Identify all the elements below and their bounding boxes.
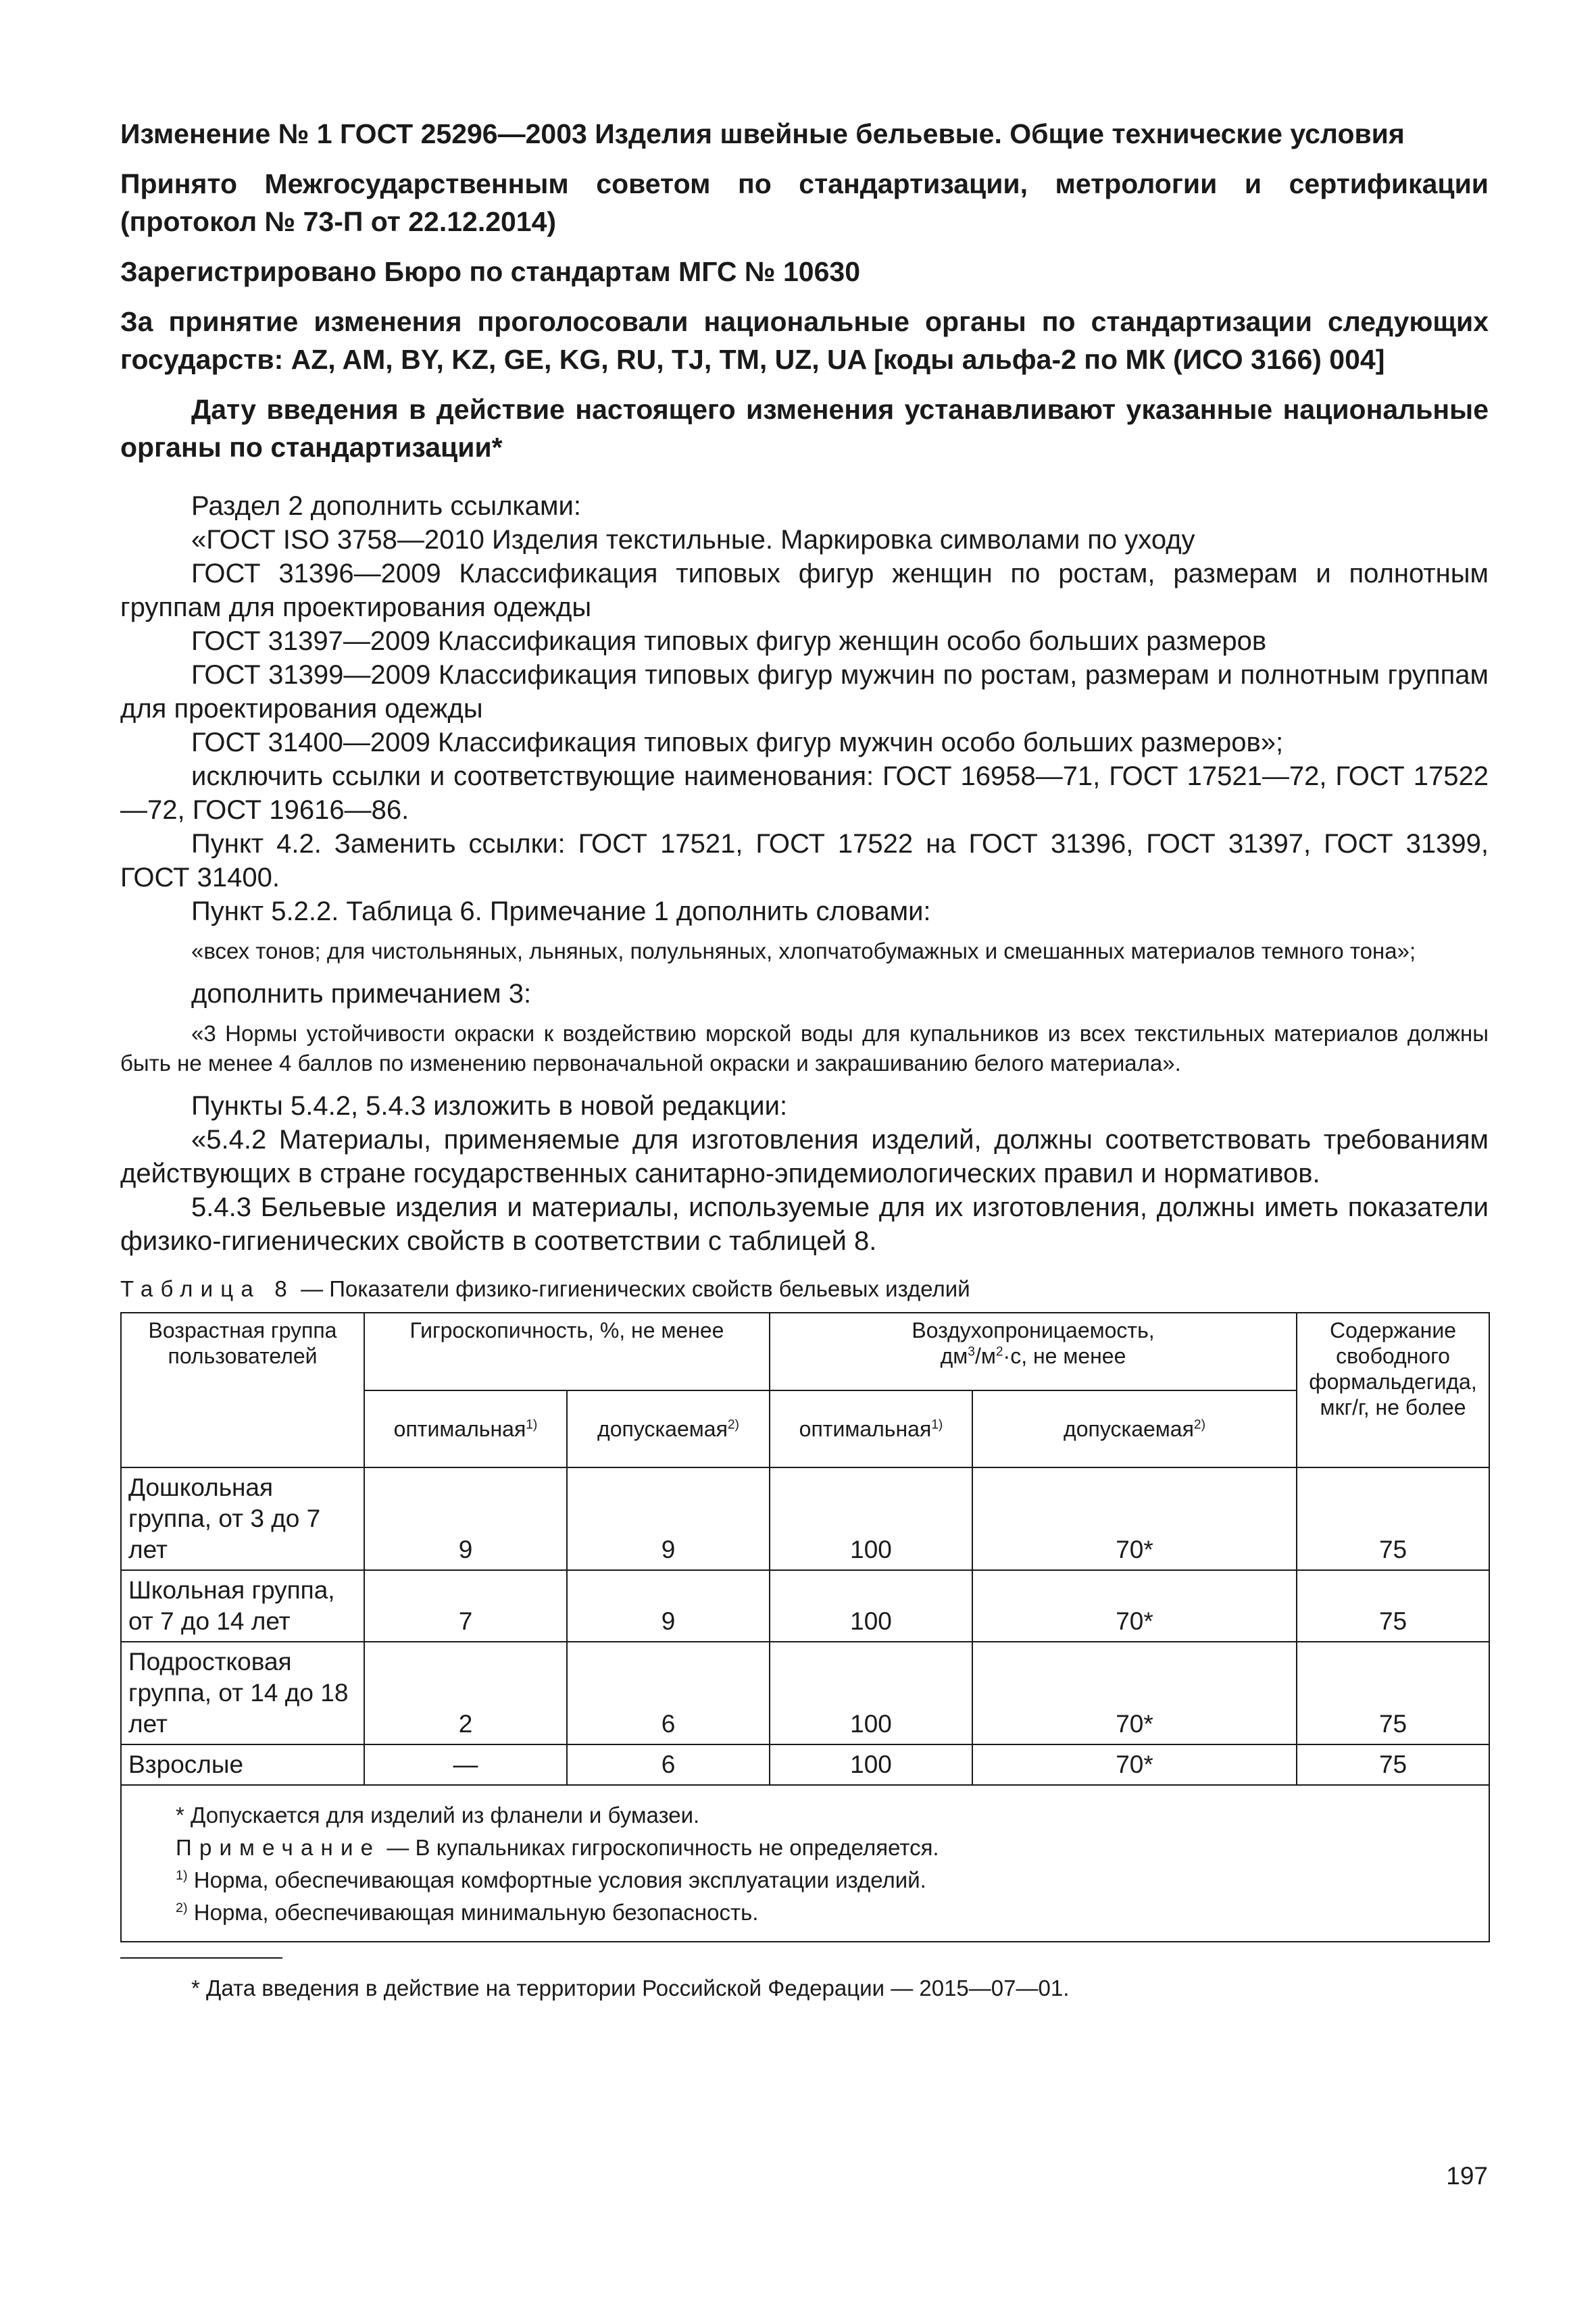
cell-hygro-allowed: 9 [567, 1467, 770, 1570]
table-notes [121, 1785, 1489, 1942]
cell-formaldehyde: 75 [1297, 1744, 1489, 1785]
introduction-date-statement: Дату введения в действие настоящего изменения устанавливают указанные национальные органы по стандартизации* [120, 394, 1489, 463]
unit-sup-2: 2 [995, 1344, 1003, 1359]
hygiene-properties-table [120, 1312, 1490, 1942]
adoption-statement: Принято Межгосударственным советом по стандартизации, метрологии и сертификации (протокол № 73-П от 22.12.2014) [120, 168, 1489, 237]
cell-age-group: Подростковая группа, от 14 до 18 лет [121, 1642, 364, 1744]
table-caption-label: Таблица 8 [120, 1276, 295, 1301]
cell-hygro-allowed: 6 [567, 1744, 770, 1785]
unit-dm: дм [940, 1344, 968, 1368]
cell-hygro-optimal: — [364, 1744, 567, 1785]
header-air-permeability [770, 1313, 1297, 1390]
cell-hygro-optimal: 9 [364, 1467, 567, 1570]
cell-hygro-allowed: 9 [567, 1570, 770, 1642]
note-remark [176, 1832, 1482, 1864]
cell-age-group: Взрослые [121, 1744, 364, 1785]
note-footnote-1 [176, 1864, 1482, 1896]
quoted-text: «всех тонов; для чистольняных, льняных, полульняных, хлопчатобумажных и смешанных материалов темного тона»; [191, 938, 1416, 963]
registration-statement: Зарегистрировано Бюро по стандартам МГС № 10630 [120, 256, 861, 287]
header-optimal-label: оптимальная [799, 1417, 932, 1441]
cell-air-allowed: 70* [972, 1570, 1297, 1642]
header-age-group: Возрастная группа пользователей [121, 1313, 364, 1467]
note-remark-text: — В купальниках гигроскопичность не определяется. [380, 1835, 939, 1860]
body-paragraph: ГОСТ 31397—2009 Классификация типовых фигур женщин особо больших размеров [191, 626, 1267, 656]
header-hygro-optimal [364, 1390, 567, 1467]
header-air-optimal [770, 1390, 972, 1467]
body-paragraph: Раздел 2 дополнить ссылками: [191, 491, 582, 521]
footnote-mark-1: 1) [526, 1417, 538, 1432]
cell-age-group: Школьная группа, от 7 до 14 лет [121, 1570, 364, 1642]
table-row [121, 1642, 1489, 1744]
cell-air-allowed: 70* [972, 1744, 1297, 1785]
body-paragraph: ГОСТ 31400—2009 Классификация типовых фигур мужчин особо больших размеров»; [191, 728, 1284, 757]
header-allowed-label: допускаемая [1064, 1417, 1194, 1441]
note-footnote-2 [176, 1896, 1482, 1929]
body-paragraph: Пункт 5.2.2. Таблица 6. Примечание 1 дополнить словами: [191, 897, 931, 926]
note-asterisk: * Допускается для изделий из фланели и бумазеи. [176, 1803, 700, 1828]
note-footnote-2-mark: 2) [176, 1901, 188, 1915]
body-paragraph: 5.4.3 Бельевые изделия и материалы, используемые для их изготовления, должны иметь показатели физико-гигиенических свойств в соответствии с таблицей 8. [120, 1192, 1489, 1256]
cell-air-optimal: 100 [770, 1467, 972, 1570]
cell-hygro-optimal: 2 [364, 1642, 567, 1744]
footnote-mark-1: 1) [931, 1417, 943, 1432]
table-header-row [121, 1313, 1489, 1390]
page-footnote: * Дата введения в действие на территории Российской Федерации — 2015—07—01. [191, 1976, 1070, 2001]
note-footnote-2-text: Норма, обеспечивающая минимальную безопасность. [187, 1900, 759, 1925]
cell-hygro-optimal: 7 [364, 1570, 567, 1642]
header-allowed-label: допускаемая [597, 1417, 728, 1441]
table-caption-text: — Показатели физико-гигиенических свойств бельевых изделий [294, 1276, 970, 1301]
body-paragraph: «ГОСТ ISO 3758—2010 Изделия текстильные. Маркировка символами по уходу [191, 525, 1195, 555]
page-number: 197 [1446, 2162, 1488, 2190]
header-air-permeability-label: Воздухопроницаемость, [912, 1318, 1155, 1342]
voting-statement: За принятие изменения проголосовали национальные органы по стандартизации следующих государств: AZ, AM, BY, KZ, GE, KG, RU, TJ, TM, UZ, UA [коды альфа-2 по МК (ИСО 3166) 004] [120, 306, 1489, 375]
footnote-mark-2: 2) [1193, 1417, 1205, 1432]
unit-rest: ·с, не менее [1003, 1344, 1126, 1368]
amendment-title: Изменение № 1 ГОСТ 25296—2003 Изделия швейные бельевые. Общие технические условия [120, 118, 1405, 149]
cell-air-optimal: 100 [770, 1642, 972, 1744]
footnote-mark-2: 2) [727, 1417, 739, 1432]
cell-hygro-allowed: 6 [567, 1642, 770, 1744]
note-footnote-1-mark: 1) [176, 1868, 188, 1883]
note-footnote-1-text: Норма, обеспечивающая комфортные условия эксплуатации изделий. [187, 1867, 926, 1892]
body-paragraph: дополнить примечанием 3: [191, 979, 532, 1009]
table-row [121, 1570, 1489, 1642]
header-hygroscopicity: Гигроскопичность, %, не менее [364, 1313, 770, 1390]
cell-formaldehyde: 75 [1297, 1642, 1489, 1744]
header-optimal-label: оптимальная [393, 1417, 526, 1441]
cell-formaldehyde: 75 [1297, 1467, 1489, 1570]
body-paragraph: исключить ссылки и соответствующие наименования: ГОСТ 16958—71, ГОСТ 17521—72, ГОСТ 17522—72, ГОСТ 19616—86. [120, 761, 1489, 825]
body-paragraph: «5.4.2 Материалы, применяемые для изготовления изделий, должны соответствовать требованиям действующих в стране государственных санитарно-эпидемиологических правил и нормативов. [120, 1125, 1489, 1188]
body-paragraph: ГОСТ 31396—2009 Классификация типовых фигур женщин по ростам, размерам и полнотным группам для проектирования одежды [120, 559, 1489, 622]
unit-sup-3: 3 [968, 1344, 975, 1359]
cell-air-allowed: 70* [972, 1642, 1297, 1744]
unit-m: /м [974, 1344, 996, 1368]
cell-air-optimal: 100 [770, 1570, 972, 1642]
body-paragraph: Пункты 5.4.2, 5.4.3 изложить в новой редакции: [191, 1091, 788, 1121]
cell-air-optimal: 100 [770, 1744, 972, 1785]
document-page [120, 115, 1489, 2003]
quoted-text: «3 Нормы устойчивости окраски к воздействию морской воды для купальников из всех текстильных материалов должны быть не менее 4 баллов по изменению первоначальной окраски и закрашиванию белого материала». [120, 1021, 1489, 1076]
table-notes-row [121, 1785, 1489, 1942]
header-formaldehyde: Содержание свободного формальдегида, мкг/г, не более [1297, 1313, 1489, 1467]
table-row [121, 1744, 1489, 1785]
header-air-allowed [972, 1390, 1297, 1467]
body-paragraph: ГОСТ 31399—2009 Классификация типовых фигур мужчин по ростам, размерам и полнотным группам для проектирования одежды [120, 660, 1489, 724]
table-row [121, 1467, 1489, 1570]
body-paragraph: Пункт 4.2. Заменить ссылки: ГОСТ 17521, ГОСТ 17522 на ГОСТ 31396, ГОСТ 31397, ГОСТ 31399, ГОСТ 31400. [120, 829, 1489, 892]
cell-age-group: Дошкольная группа, от 3 до 7 лет [121, 1467, 364, 1570]
note-remark-label: Примечание [176, 1835, 381, 1860]
footnote-separator [120, 1957, 282, 1959]
header-hygro-allowed [567, 1390, 770, 1467]
table-caption [120, 1274, 1489, 1304]
cell-air-allowed: 70* [972, 1467, 1297, 1570]
cell-formaldehyde: 75 [1297, 1570, 1489, 1642]
